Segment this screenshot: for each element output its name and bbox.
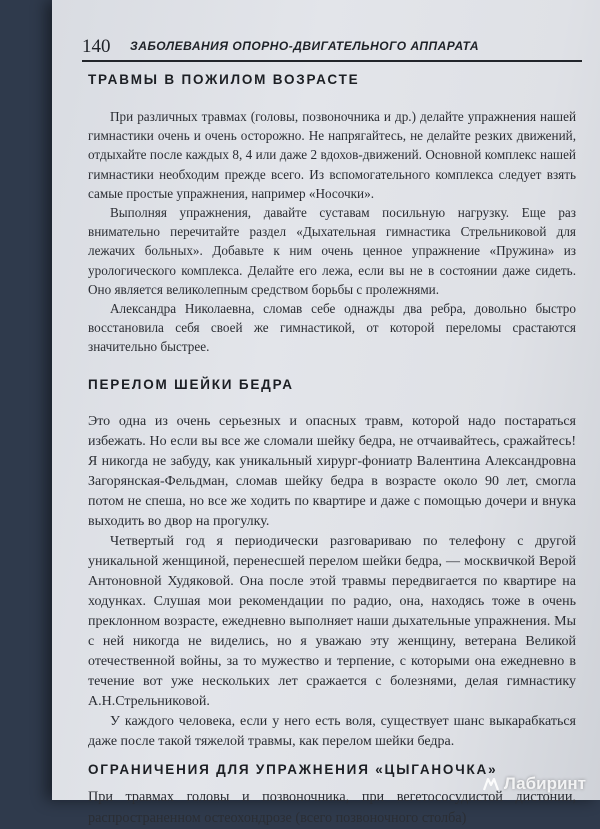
paragraph: Четвертый год я периодически разговариваю по телефону с другой уникальной женщиной, перенесшей перелом шейки бедра, — москвичкой Верой Антоновной Худяковой. Она после этой травмы передвигается по квартире на ходунках. Слушая мои рекомендации по радио, она, находясь тоже в очень преклонном возрасте, ежедневно выполняет наши дыхательные упражнения. Мы с ней никогда не виделись, но я уважаю эту женщину, ветерана Великой отечественной войны, за то мужество и терпение, с которыми она ежедневно в течение вот уже нескольких лет сражается с болезнями, делая гимнастику А.Н.Стрельниковой. — [88, 533, 576, 709]
paragraph: При различных травмах (головы, позвоночника и др.) делайте упражнения нашей гимнастики очень и очень осторожно. Не напрягайтесь, не делайте резких движений, отдыхайте после каждых 8, 4 или даже 2 вдохов-движений. Основной комплекс нашей гимнастики необходим прежде всего. Из вспомогательного комплекса следует взять самые простые упражнения, например «Носочки». — [88, 109, 576, 201]
book-page — [52, 0, 600, 826]
labirint-logo-icon — [482, 776, 500, 792]
paragraph: Это одна из очень серьезных и опасных травм, которой надо постараться избежать. Но если вы все же сломали шейку бедра, не отчаивайтесь, сражайтесь! Я никогда не забуду, как уникальный хирург-фониатр Валентина Александровна Загорянская-Фельдман, сломав шейку бедра в возрасте около 90 лет, смогла потом не спеша, но все же ходить по квартире и даже с помощью дочери и внука выходить во двор на прогулку. — [88, 413, 576, 529]
section-tsyganochka-limits — [88, 762, 576, 829]
paragraph: Выполняя упражнения, давайте суставам посильную нагрузку. Еще раз внимательно перечитайте раздел «Дыхательная гимнастика Стрельниковой для лежачих больных». Добавьте к ним очень ценное упражнение «Пружина» из урологического комплекса. Делайте его лежа, если вы не в состоянии даже сидеть. Оно является великолепным средством борьбы с пролежнями. — [88, 205, 576, 297]
paragraph: При травмах головы и позвоночника, при вегетососудистой дистонии, распространенном остеохондрозе (всего позвоночного столба) — [88, 788, 576, 826]
labirint-watermark — [482, 774, 586, 794]
section-injuries-elderly — [88, 72, 576, 357]
paragraph: У каждого человека, если у него есть воля, существует шанс выкарабкаться даже после такой тяжелой травмы, как перелом шейки бедра. — [88, 713, 576, 749]
page-content — [88, 72, 576, 829]
paragraph: Александра Николаевна, сломав себе однажды два ребра, довольно быстро восстановила себя своей же гимнастикой, от которой переломы срастаются значительно быстрее. — [88, 301, 576, 355]
section-heading: ТРАВМЫ В ПОЖИЛОМ ВОЗРАСТЕ — [88, 72, 360, 87]
section-heading: ОГРАНИЧЕНИЯ ДЛЯ УПРАЖНЕНИЯ «ЦЫГАНОЧКА» — [88, 761, 498, 777]
page-number: 140 — [82, 36, 111, 57]
page-header — [82, 36, 582, 62]
section-hip-fracture — [88, 377, 576, 752]
running-title: ЗАБОЛЕВАНИЯ ОПОРНО-ДВИГАТЕЛЬНОГО АППАРАТА — [130, 39, 479, 53]
watermark-text: Лабиринт — [503, 774, 586, 793]
section-heading: ПЕРЕЛОМ ШЕЙКИ БЕДРА — [88, 376, 294, 392]
